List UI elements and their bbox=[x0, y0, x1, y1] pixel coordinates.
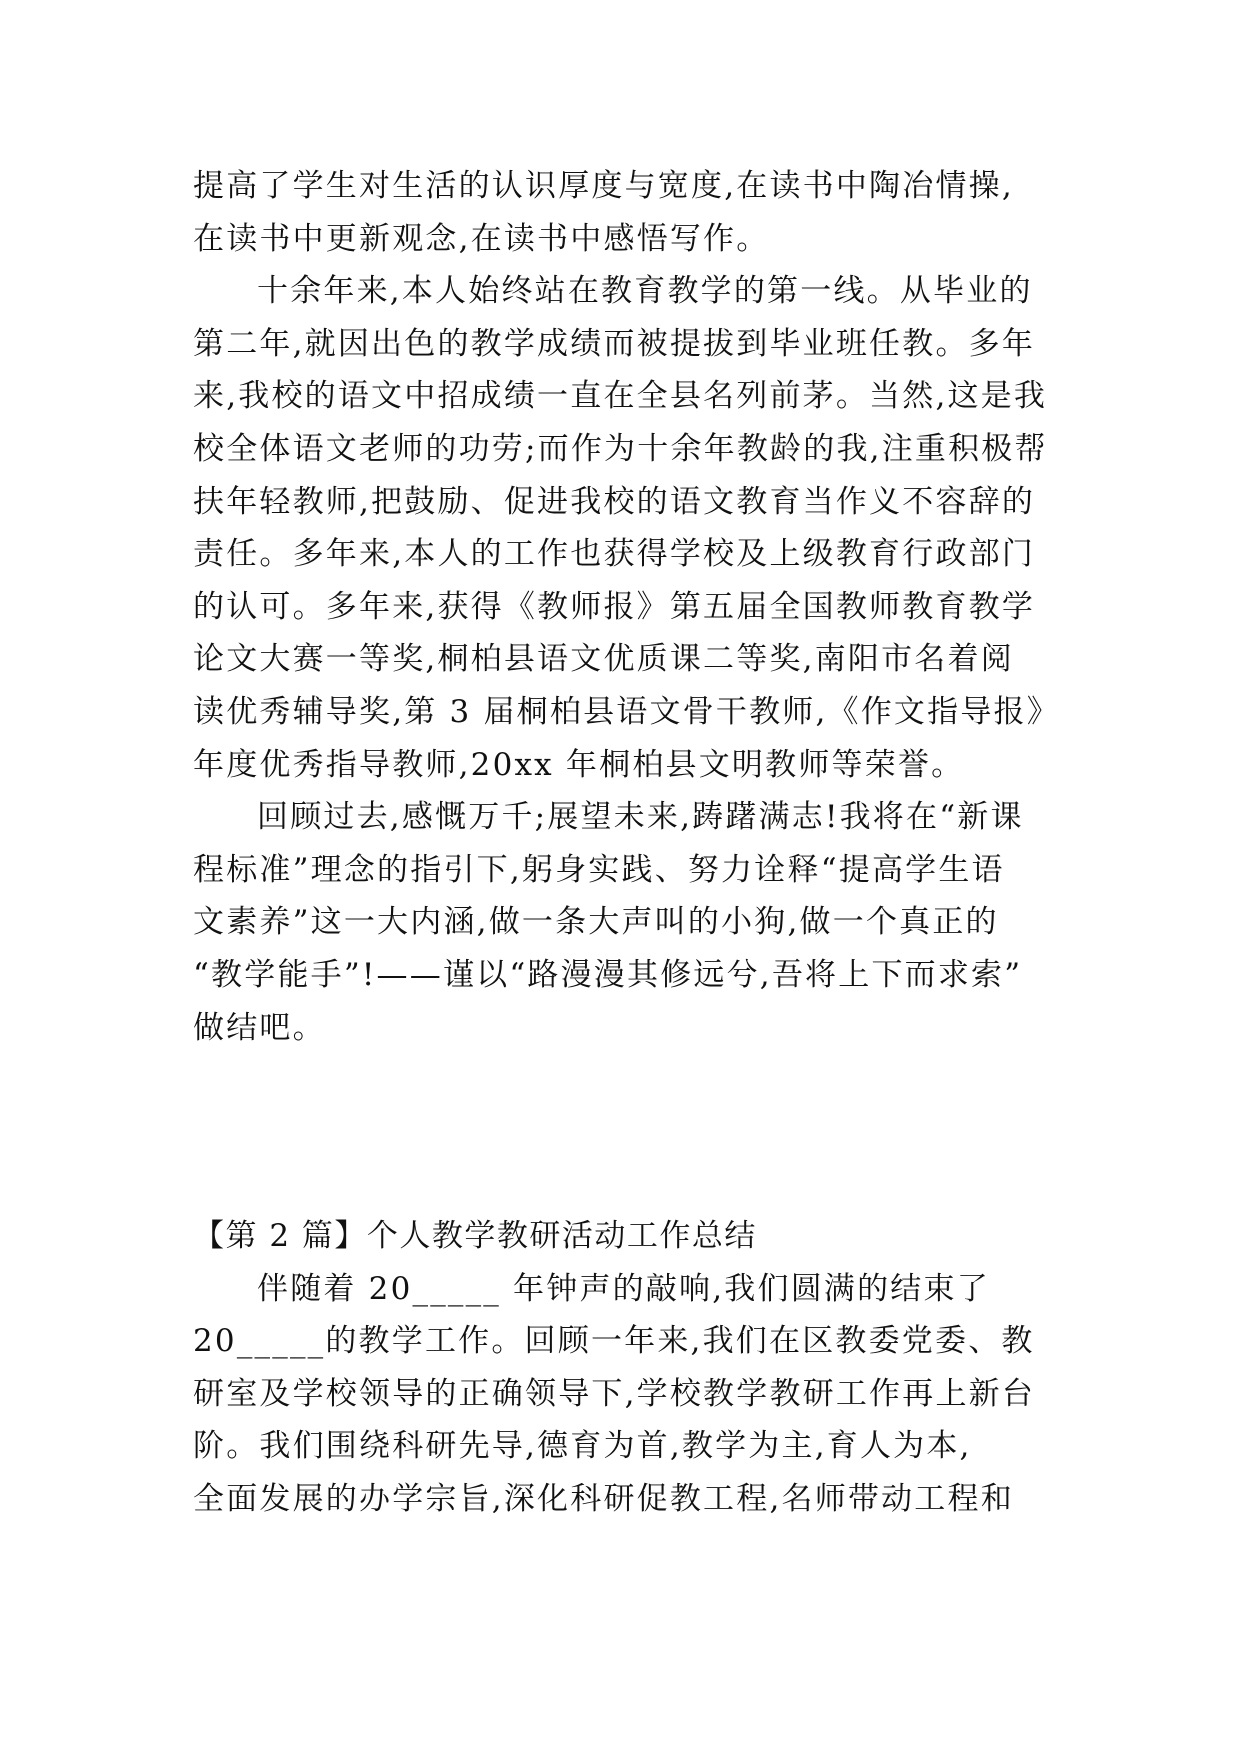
body-line: 文素养”这一大内涵,做一条大声叫的小狗,做一个真正的 bbox=[193, 904, 999, 941]
body-line: “教学能手”!——谨以“路漫漫其修远兮,吾将上下而求索” bbox=[193, 956, 1023, 993]
body-line: 来,我校的语文中招成绩一直在全县名列前茅。当然,这是我 bbox=[193, 378, 1048, 415]
section-2 bbox=[193, 1210, 1055, 1526]
body-line: 阶。我们围绕科研先导,德育为首,教学为主,育人为本, bbox=[193, 1428, 972, 1465]
body-line: 年度优秀指导教师,20xx 年桐柏县文明教师等荣誉。 bbox=[193, 746, 965, 783]
essay-body bbox=[193, 160, 1060, 1054]
body-line: 第二年,就因出色的教学成绩而被提拔到毕业班任教。多年 bbox=[193, 325, 1036, 362]
body-line: 读优秀辅导奖,第 3 届桐柏县语文骨干教师,《作文指导报》 bbox=[193, 693, 1060, 730]
body-line: 在读书中更新观念,在读书中感悟写作。 bbox=[193, 220, 770, 257]
body-line: 研室及学校领导的正确领导下,学校教学教研工作再上新台 bbox=[193, 1375, 1036, 1412]
section-heading: 【第 2 篇】个人教学教研活动工作总结 bbox=[193, 1218, 757, 1254]
body-line: 20_____的教学工作。回顾一年来,我们在区教委党委、教 bbox=[193, 1323, 1035, 1360]
body-line: 论文大赛一等奖,桐柏县语文优质课二等奖,南阳市名着阅 bbox=[193, 641, 1014, 678]
paragraph-start-line: 伴随着 20_____ 年钟声的敲响,我们圆满的结束了 bbox=[257, 1270, 990, 1307]
paragraph-start-line: 十余年来,本人始终站在教育教学的第一线。从毕业的 bbox=[257, 273, 1033, 310]
body-line: 提高了学生对生活的认识厚度与宽度,在读书中陶冶情操, bbox=[193, 168, 1014, 204]
body-line: 做结吧。 bbox=[193, 1009, 326, 1046]
body-line: 的认可。多年来,获得《教师报》第五届全国教师教育教学 bbox=[193, 588, 1036, 625]
body-line: 校全体语文老师的功劳;而作为十余年教龄的我,注重积极帮 bbox=[193, 430, 1048, 467]
body-line: 扶年轻教师,把鼓励、促进我校的语文教育当作义不容辞的 bbox=[193, 483, 1036, 520]
body-line: 程标准”理念的指引下,躬身实践、努力诠释“提高学生语 bbox=[193, 851, 1005, 888]
paragraph-start-line: 回顾过去,感慨万千;展望未来,踌躇满志!我将在“新课 bbox=[257, 799, 1024, 836]
body-line: 责任。多年来,本人的工作也获得学校及上级教育行政部门 bbox=[193, 536, 1036, 573]
body-line: 全面发展的办学宗旨,深化科研促教工程,名师带动工程和 bbox=[193, 1480, 1014, 1517]
